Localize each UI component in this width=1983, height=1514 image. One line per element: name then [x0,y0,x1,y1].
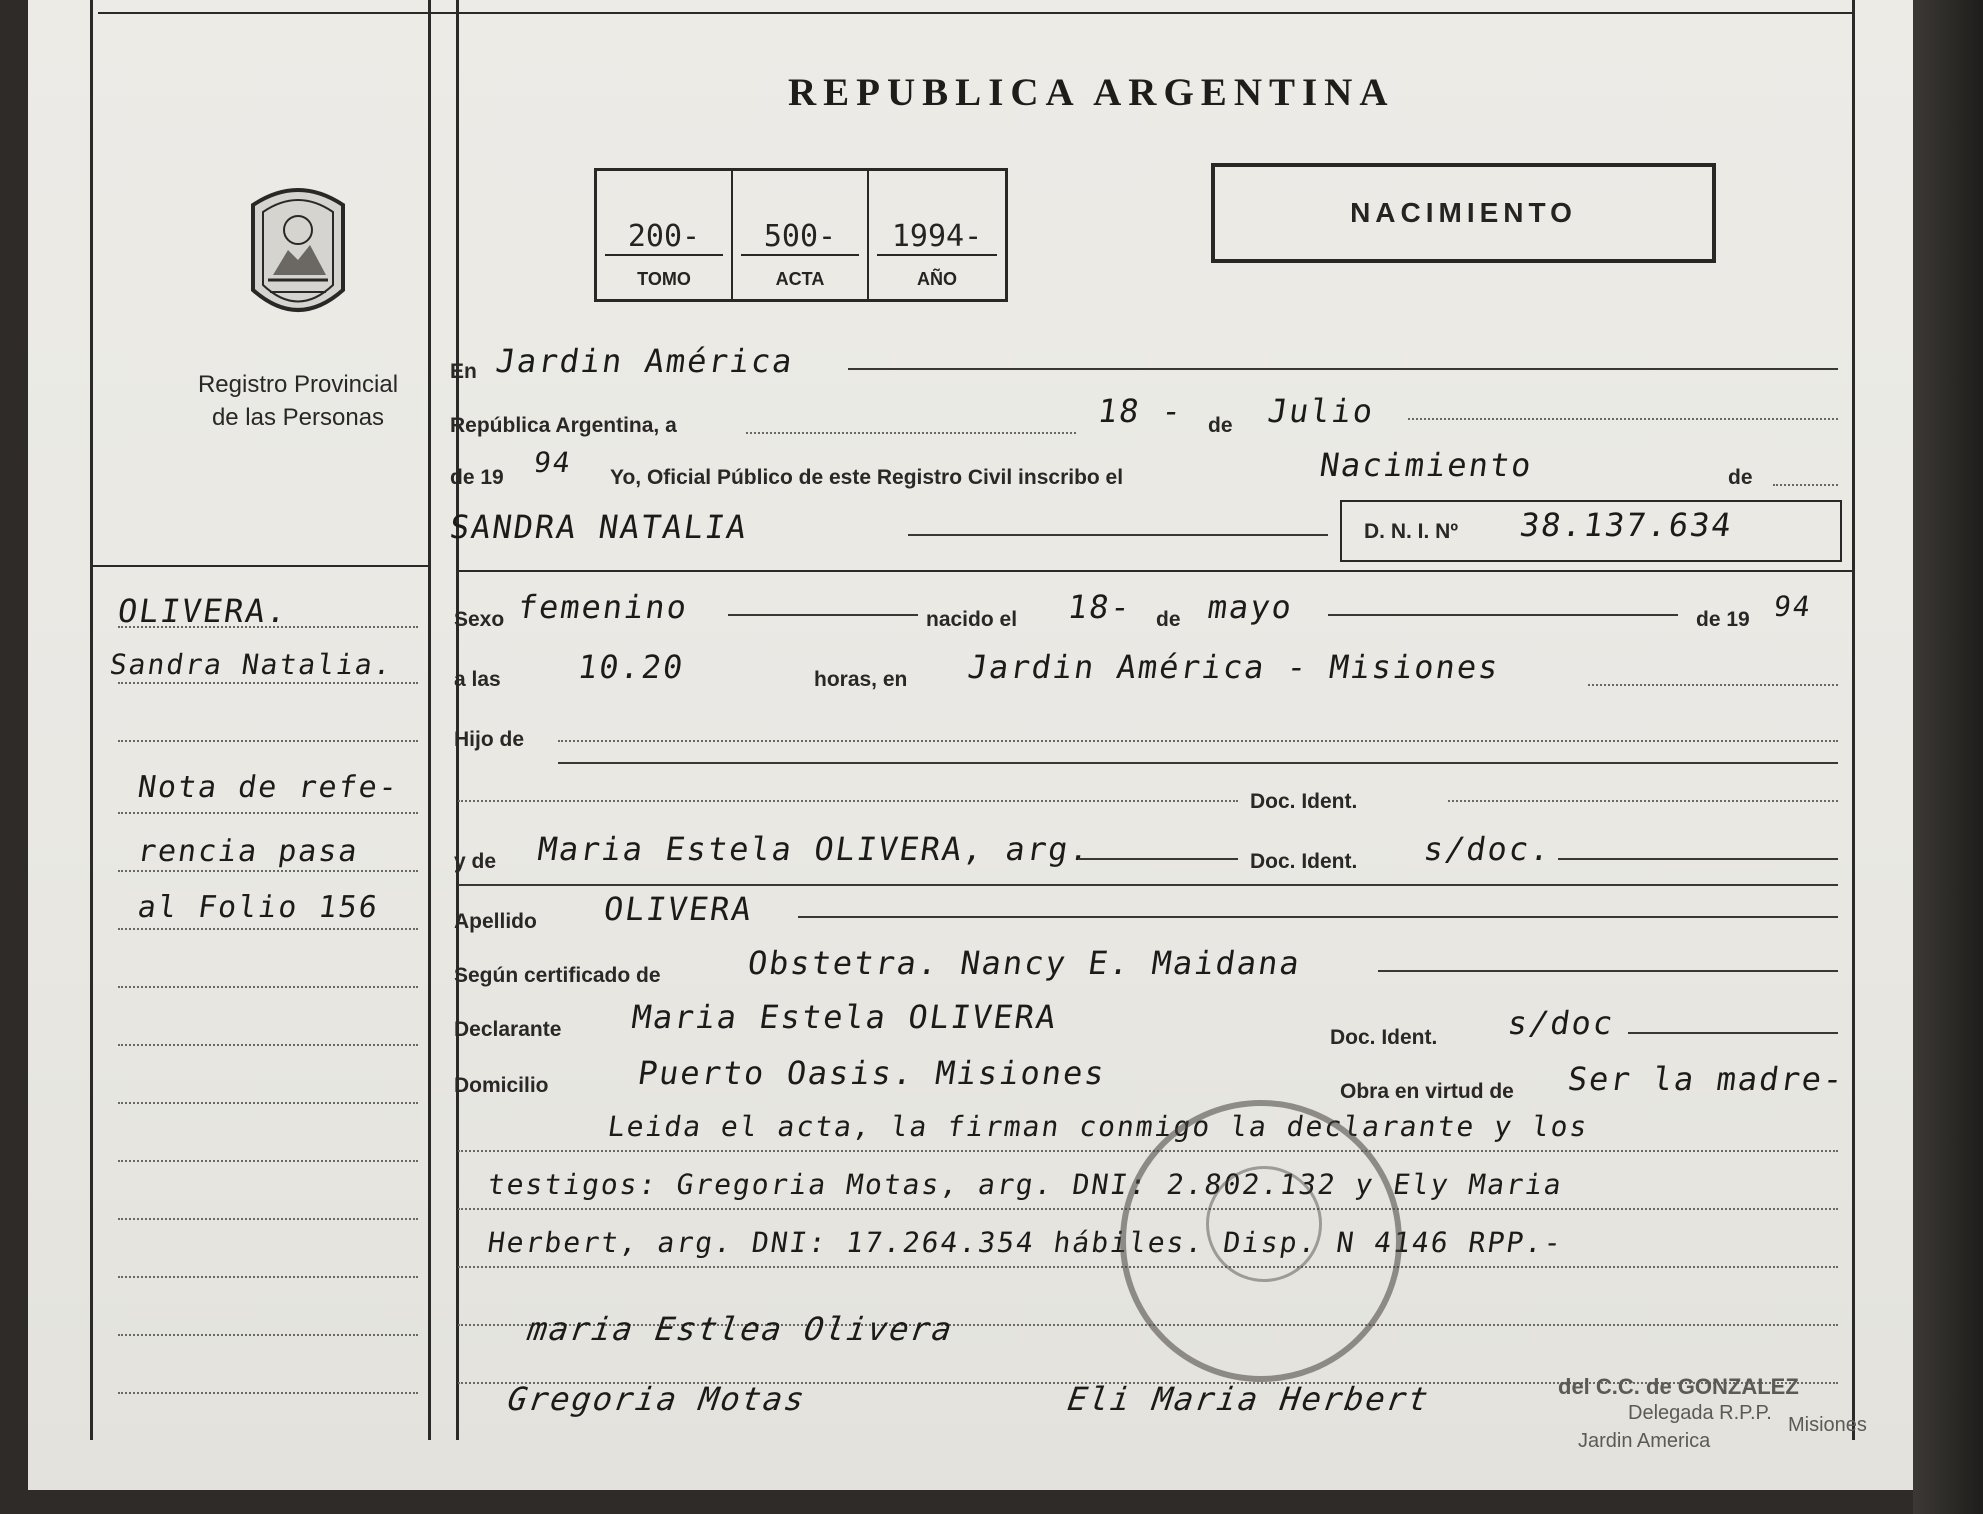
en-label: En [450,360,477,383]
apellido-label: Apellido [454,910,537,933]
registry-block [178,180,418,434]
segun-label: Según certificado de [454,964,661,987]
stamp-line-2: Delegada R.P.P. [1628,1402,1772,1424]
declarante-value: Maria Estela OLIVERA [629,998,1060,1036]
top-rule-left [98,12,443,14]
mother-underline [458,884,1838,886]
margin-rule-12 [118,1276,418,1278]
obra-label: Obra en virtud de [1340,1080,1514,1103]
acta-label: ACTA [775,269,825,289]
apellido-line [798,916,1838,918]
yo-label: Yo, Oficial Público de este Registro Civil inscribo el [610,466,1124,489]
declarante-doc-line [1628,1032,1838,1034]
dni-label: D. N. I. Nº [1364,520,1459,543]
outer-left-border [90,0,93,1440]
name-line [908,534,1328,536]
main-right-border [1852,0,1855,1440]
hijo-label: Hijo de [454,728,525,751]
margin-surname: OLIVERA. [115,592,291,630]
stamp-line-1: del C.C. de GONZALEZ [1558,1374,1799,1399]
father-doc-dots [1448,800,1838,802]
child-name-value: SANDRA NATALIA [447,508,751,546]
declarante-doc-label: Doc. Ident. [1330,1026,1438,1049]
signature-declarante: maria Estlea Olivera [525,1310,956,1348]
margin-rule-5 [118,870,418,872]
segun-value: Obstetra. Nancy E. Maidana [745,944,1304,982]
tomo-cell [597,171,733,299]
margin-rule-1 [118,626,418,628]
mother-doc-value: s/doc. [1421,830,1555,868]
en-value: Jardin América [493,342,797,380]
birth-place-value: Jardin América - Misiones [965,648,1503,686]
declarante-label: Declarante [454,1018,562,1041]
stamp-line-4: Misiones [1788,1414,1867,1436]
month-value: Julio [1265,392,1377,430]
act-dots [1773,484,1838,486]
document-page [28,0,1948,1490]
margin-rule-4 [118,812,418,814]
tomo-value: 200- [605,219,723,256]
obra-value: Ser la madre- [1565,1060,1848,1098]
mother-doc-label: Doc. Ident. [1250,850,1358,873]
country-title: REPUBLICA ARGENTINA [788,71,1395,114]
anio-cell [869,171,1005,299]
registry-name-line2: de las Personas [211,404,385,431]
horas-label: horas, en [814,668,908,691]
en-line [848,368,1838,370]
mother-label: y de [454,850,497,873]
birth-place-dots [1588,684,1838,686]
mother-line [1078,858,1238,860]
margin-rule-6 [118,928,418,930]
margin-rule-8 [118,1044,418,1046]
hijo-line [558,762,1838,764]
domicilio-value: Puerto Oasis. Misiones [635,1054,1109,1092]
margin-note-2: rencia pasa [135,834,362,869]
act-de-label: de [1728,466,1753,489]
margin-rule-10 [118,1160,418,1162]
mother-doc-line [1558,858,1838,860]
sexo-line [728,614,918,616]
birth-day-value: 18- [1065,588,1135,626]
acta-cell [733,171,869,299]
domicilio-label: Domicilio [454,1074,549,1097]
page-edge-shadow [1913,0,1983,1514]
official-seal [1120,1100,1402,1382]
margin-rule-14 [118,1392,418,1394]
margin-rule-9 [118,1102,418,1104]
margin-rule-3 [118,740,418,742]
anio-label: AÑO [917,269,957,289]
hijo-dots [558,740,1838,742]
narrative-line-3: Herbert, arg. DNI: 17.264.354 hábiles. Disp. N 4146 RPP.- [485,1226,1566,1259]
father-dots [458,800,1238,802]
month-dots [1408,418,1838,420]
declarante-doc-value: s/doc [1505,1004,1617,1042]
signature-witness-2: Eli Maria Herbert [1065,1380,1433,1418]
margin-rule-13 [118,1334,418,1336]
year-value: 94 [531,446,575,479]
left-column-border [428,0,431,1440]
margin-rule-2 [118,682,418,684]
text-rule-1 [458,1150,1838,1152]
document-type-box: NACIMIENTO [1211,163,1716,263]
margin-rule-7 [118,986,418,988]
mother-value: Maria Estela OLIVERA, arg. [535,830,1094,868]
act-value: Nacimiento [1317,446,1536,484]
anio-value: 1994- [877,219,997,256]
margin-rule-11 [118,1218,418,1220]
registry-name-line1: Registro Provincial [197,371,399,398]
a-las-label: a las [454,668,501,691]
main-section-divider [456,570,1854,572]
nacido-label: nacido el [926,608,1018,631]
margin-given-names: Sandra Natalia. [107,648,396,681]
birth-year-prefix: de 19 [1696,608,1750,631]
margin-note-3: al Folio 156 [135,890,382,925]
main-left-border [456,0,459,1440]
apellido-value: OLIVERA [601,890,756,928]
sexo-label: Sexo [454,608,505,631]
birth-month-value: mayo [1205,588,1296,626]
left-section-divider [90,565,430,567]
signature-witness-1: Gregoria Motas [505,1380,809,1418]
segun-line [1378,970,1838,972]
month-de-label: de [1208,414,1233,437]
birth-de-label: de [1156,608,1181,631]
narrative-line-2: testigos: Gregoria Motas, arg. DNI: 2.802.132 y Ely Maria [485,1168,1566,1201]
dni-value: 38.137.634 [1517,506,1736,544]
father-doc-label: Doc. Ident. [1250,790,1358,813]
republica-dots [746,432,1076,434]
birth-year-value: 94 [1771,590,1815,623]
margin-note-1: Nota de refe- [135,770,402,805]
stamp-line-3: Jardin America [1578,1430,1711,1452]
year-prefix-label: de 19 [450,466,504,489]
acta-value: 500- [741,219,859,256]
registry-number-box [594,168,1008,302]
republica-label: República Argentina, a [450,414,677,437]
hour-value: 10.20 [575,648,687,686]
dni-box [1340,500,1842,562]
sexo-value: femenino [515,588,691,626]
tomo-label: TOMO [637,269,691,289]
province-seal-icon [238,180,358,330]
narrative-line-1: Leida el acta, la firman conmigo la declarante y los [605,1110,1591,1143]
birth-month-line [1328,614,1678,616]
day-value: 18 - [1095,392,1186,430]
top-rule-right [433,12,1853,14]
